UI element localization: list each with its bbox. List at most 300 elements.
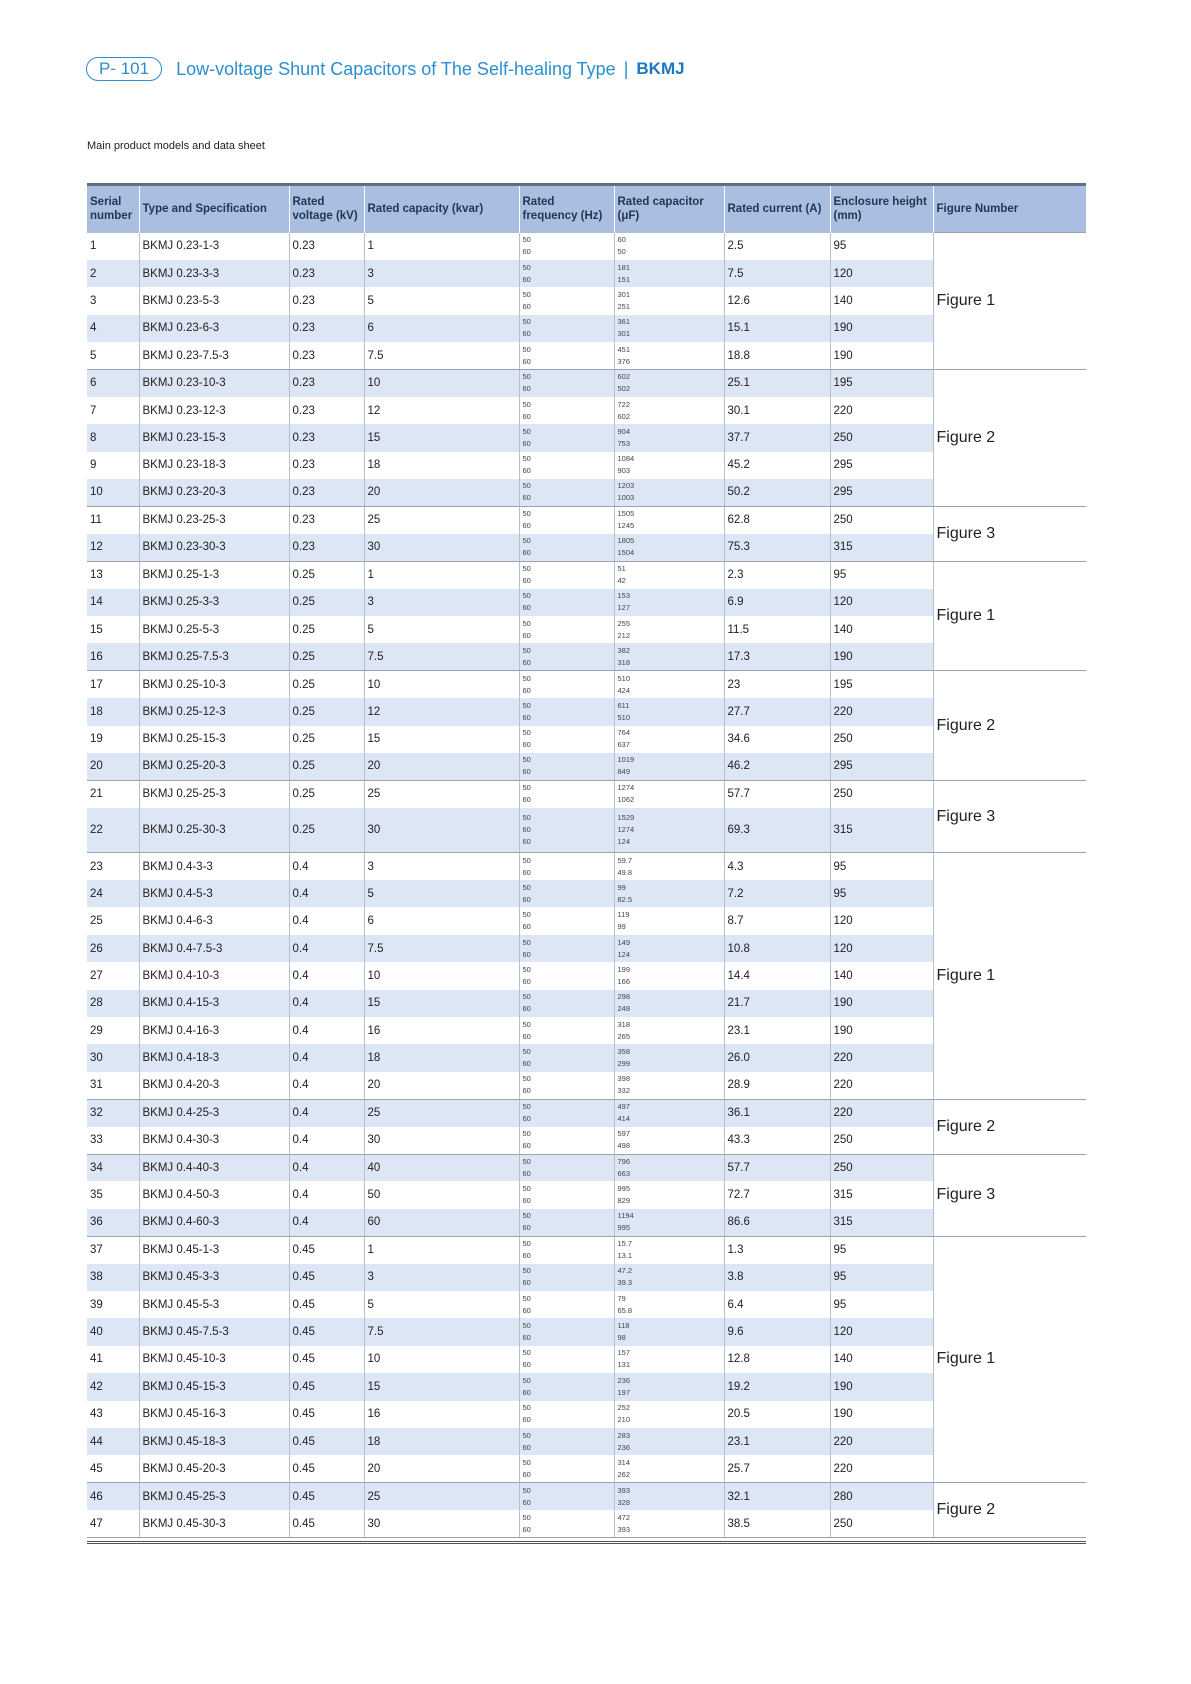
frequency-cell-value: 60 bbox=[522, 1360, 531, 1370]
frequency-cell-value: 50 bbox=[522, 1512, 531, 1522]
frequency-cell-value: 50 bbox=[522, 426, 531, 436]
capacitor-cell-value: 99 bbox=[617, 882, 626, 892]
voltage-cell: 0.4 bbox=[289, 1181, 364, 1208]
capacitor-cell-value: 265 bbox=[617, 1031, 631, 1041]
frequency-cell-value: 50 bbox=[522, 1375, 531, 1385]
voltage-cell: 0.4 bbox=[289, 880, 364, 907]
serial-cell: 39 bbox=[90, 1298, 103, 1311]
voltage-cell: 0.25 bbox=[289, 616, 364, 643]
capacitor-cell-value: 424 bbox=[617, 685, 631, 695]
serial-cell: 45 bbox=[87, 1455, 139, 1482]
frequency-cell bbox=[519, 1318, 614, 1345]
serial-cell: 28 bbox=[87, 990, 139, 1017]
capacitor-cell bbox=[614, 1318, 724, 1345]
type-cell: BKMJ 0.4-3-3 bbox=[139, 853, 289, 880]
voltage-cell: 0.23 bbox=[289, 397, 364, 424]
capacitor-cell-value: 1062 bbox=[617, 795, 635, 805]
voltage-cell: 0.4 bbox=[289, 962, 364, 989]
frequency-cell-value: 60 bbox=[522, 1497, 531, 1507]
capacity-cell: 20 bbox=[364, 479, 519, 506]
current-cell: 12.8 bbox=[724, 1346, 830, 1373]
voltage-cell: 0.4 bbox=[289, 935, 364, 962]
voltage-cell: 0.4 bbox=[289, 1017, 364, 1044]
height-cell: 190 bbox=[830, 315, 933, 342]
frequency-cell-value: 50 bbox=[522, 344, 531, 354]
capacitor-cell bbox=[614, 1209, 724, 1236]
serial-cell: 11 bbox=[90, 514, 102, 527]
height-cell: 95 bbox=[830, 233, 933, 260]
capacitor-cell-value: 1504 bbox=[617, 548, 635, 558]
frequency-cell-value: 60 bbox=[522, 824, 531, 834]
capacity-cell: 20 bbox=[364, 1072, 519, 1099]
serial-cell: 2 bbox=[87, 260, 139, 287]
frequency-cell-value: 60 bbox=[522, 329, 531, 339]
capacitor-cell-value: 314 bbox=[617, 1457, 631, 1467]
capacity-cell: 12 bbox=[364, 698, 519, 725]
frequency-cell bbox=[519, 424, 614, 451]
table-row bbox=[87, 1483, 1086, 1510]
voltage-cell: 0.4 bbox=[289, 1099, 364, 1126]
serial-cell: 22 bbox=[87, 808, 139, 853]
current-cell: 28.9 bbox=[724, 1072, 830, 1099]
figure-number-cell: Figure 2 bbox=[933, 671, 1086, 781]
capacitor-cell-value: 50 bbox=[617, 247, 626, 257]
frequency-cell-value: 50 bbox=[522, 855, 531, 865]
serial-cell: 42 bbox=[87, 1373, 139, 1400]
capacity-cell: 20 bbox=[364, 753, 519, 780]
frequency-cell-value: 60 bbox=[522, 867, 531, 877]
frequency-cell bbox=[519, 589, 614, 616]
col-header-voltage: Rated voltage (kV) bbox=[289, 185, 364, 233]
capacitor-cell-value: 248 bbox=[617, 1004, 631, 1014]
capacitor-cell bbox=[614, 1099, 724, 1126]
frequency-cell bbox=[519, 287, 614, 314]
capacity-cell: 30 bbox=[364, 1127, 519, 1154]
frequency-cell bbox=[519, 726, 614, 753]
capacitor-cell-value: 318 bbox=[617, 1019, 631, 1029]
table-row bbox=[87, 780, 1086, 807]
capacitor-cell-value: 414 bbox=[617, 1114, 631, 1124]
frequency-cell-value: 50 bbox=[522, 289, 531, 299]
frequency-cell bbox=[519, 990, 614, 1017]
capacitor-cell-value: 197 bbox=[617, 1387, 631, 1397]
frequency-cell-value: 50 bbox=[522, 992, 531, 1002]
capacity-cell: 3 bbox=[364, 589, 519, 616]
brand-name: BKMJ bbox=[636, 59, 685, 78]
frequency-cell-value: 60 bbox=[522, 1168, 531, 1178]
capacitor-cell-value: 298 bbox=[617, 992, 631, 1002]
capacitor-cell-value: 60 bbox=[617, 235, 626, 245]
figure-number-cell: Figure 3 bbox=[933, 1154, 1086, 1236]
current-cell: 2.3 bbox=[724, 561, 830, 588]
current-cell: 38.5 bbox=[724, 1510, 830, 1537]
capacitor-cell-value: 1505 bbox=[617, 509, 635, 519]
capacity-cell: 25 bbox=[364, 506, 519, 533]
type-cell: BKMJ 0.23-5-3 bbox=[139, 287, 289, 314]
height-cell: 95 bbox=[830, 1264, 933, 1291]
capacitor-cell-value: 497 bbox=[617, 1102, 631, 1112]
type-cell: BKMJ 0.4-25-3 bbox=[139, 1099, 289, 1126]
serial-cell: 36 bbox=[87, 1209, 139, 1236]
type-cell: BKMJ 0.23-12-3 bbox=[139, 397, 289, 424]
capacity-cell: 5 bbox=[364, 880, 519, 907]
capacitor-cell-value: 903 bbox=[617, 466, 631, 476]
capacitor-cell bbox=[614, 643, 724, 670]
serial-cell: 27 bbox=[90, 969, 103, 982]
serial-cell: 3 bbox=[90, 294, 97, 307]
voltage-cell: 0.25 bbox=[289, 589, 364, 616]
frequency-cell-value: 60 bbox=[522, 466, 531, 476]
current-cell: 75.3 bbox=[724, 534, 830, 561]
frequency-cell bbox=[519, 1373, 614, 1400]
capacitor-cell-value: 764 bbox=[617, 728, 631, 738]
frequency-cell-value: 60 bbox=[522, 1059, 531, 1069]
capacitor-cell-value: 602 bbox=[617, 372, 631, 382]
capacitor-cell-value: 301 bbox=[617, 289, 631, 299]
capacity-cell: 10 bbox=[364, 962, 519, 989]
figure-number-cell: Figure 1 bbox=[933, 853, 1086, 1100]
current-cell: 25.1 bbox=[724, 369, 830, 396]
capacity-cell: 10 bbox=[364, 1346, 519, 1373]
frequency-cell-value: 60 bbox=[522, 767, 531, 777]
serial-cell: 9 bbox=[90, 459, 97, 472]
height-cell: 120 bbox=[830, 260, 933, 287]
current-cell: 12.6 bbox=[724, 287, 830, 314]
type-cell: BKMJ 0.25-1-3 bbox=[139, 561, 289, 588]
height-cell: 120 bbox=[830, 907, 933, 934]
frequency-cell-value: 60 bbox=[522, 712, 531, 722]
current-cell: 6.9 bbox=[724, 589, 830, 616]
type-cell: BKMJ 0.23-25-3 bbox=[139, 506, 289, 533]
frequency-cell-value: 50 bbox=[522, 1074, 531, 1084]
serial-cell: 31 bbox=[87, 1072, 139, 1099]
voltage-cell: 0.25 bbox=[289, 780, 364, 807]
frequency-cell-value: 60 bbox=[522, 949, 531, 959]
capacitor-cell-value: 1529 bbox=[617, 812, 635, 822]
height-cell: 280 bbox=[830, 1483, 933, 1510]
capacitor-cell-value: 251 bbox=[617, 301, 631, 311]
capacitor-cell bbox=[614, 698, 724, 725]
col-header-capacitor: Rated capacitor (μF) bbox=[614, 185, 724, 233]
figure-number-cell: Figure 2 bbox=[933, 1483, 1086, 1538]
frequency-cell bbox=[519, 616, 614, 643]
frequency-cell-value: 60 bbox=[522, 1469, 531, 1479]
height-cell: 195 bbox=[830, 671, 933, 698]
capacity-cell: 18 bbox=[364, 1428, 519, 1455]
voltage-cell: 0.23 bbox=[289, 260, 364, 287]
frequency-cell-value: 60 bbox=[522, 1196, 531, 1206]
capacitor-cell bbox=[614, 342, 724, 369]
frequency-cell bbox=[519, 962, 614, 989]
frequency-cell-value: 50 bbox=[522, 728, 531, 738]
capacitor-cell bbox=[614, 1510, 724, 1537]
current-cell: 4.3 bbox=[724, 853, 830, 880]
table-row bbox=[87, 506, 1086, 533]
voltage-cell: 0.4 bbox=[289, 1127, 364, 1154]
frequency-cell-value: 60 bbox=[522, 1524, 531, 1534]
frequency-cell-value: 60 bbox=[522, 603, 531, 613]
frequency-cell bbox=[519, 315, 614, 342]
serial-cell: 19 bbox=[90, 733, 103, 746]
capacitor-cell bbox=[614, 233, 724, 260]
type-cell: BKMJ 0.23-7.5-3 bbox=[139, 342, 289, 369]
capacity-cell: 20 bbox=[364, 1455, 519, 1482]
height-cell: 95 bbox=[830, 1236, 933, 1263]
capacitor-cell-value: 210 bbox=[617, 1415, 631, 1425]
voltage-cell: 0.4 bbox=[289, 1209, 364, 1236]
capacitor-cell-value: 39.3 bbox=[617, 1278, 633, 1288]
capacity-cell: 5 bbox=[364, 616, 519, 643]
frequency-cell-value: 50 bbox=[522, 1348, 531, 1358]
type-cell: BKMJ 0.25-12-3 bbox=[139, 698, 289, 725]
current-cell: 46.2 bbox=[724, 753, 830, 780]
table-row bbox=[87, 1154, 1086, 1181]
frequency-cell-value: 50 bbox=[522, 1211, 531, 1221]
current-cell: 57.7 bbox=[724, 1154, 830, 1181]
current-cell: 10.8 bbox=[724, 935, 830, 962]
frequency-cell-value: 50 bbox=[522, 1239, 531, 1249]
capacitor-cell bbox=[614, 935, 724, 962]
voltage-cell: 0.23 bbox=[289, 342, 364, 369]
height-cell: 250 bbox=[830, 1127, 933, 1154]
capacitor-cell-value: 328 bbox=[617, 1497, 631, 1507]
voltage-cell: 0.23 bbox=[289, 479, 364, 506]
serial-cell: 18 bbox=[87, 698, 139, 725]
type-cell: BKMJ 0.45-20-3 bbox=[139, 1455, 289, 1482]
capacity-cell: 7.5 bbox=[364, 935, 519, 962]
serial-cell: 15 bbox=[90, 623, 103, 636]
height-cell: 220 bbox=[830, 397, 933, 424]
table-row bbox=[87, 233, 1086, 260]
capacitor-cell bbox=[614, 1044, 724, 1071]
capacitor-cell-value: 51 bbox=[617, 564, 626, 574]
voltage-cell: 0.4 bbox=[289, 990, 364, 1017]
serial-cell: 44 bbox=[87, 1428, 139, 1455]
current-cell: 18.8 bbox=[724, 342, 830, 369]
table-row bbox=[87, 369, 1086, 396]
frequency-cell-value: 50 bbox=[522, 673, 531, 683]
frequency-cell-value: 60 bbox=[522, 438, 531, 448]
current-cell: 23.1 bbox=[724, 1428, 830, 1455]
type-cell: BKMJ 0.45-18-3 bbox=[139, 1428, 289, 1455]
capacitor-cell bbox=[614, 1428, 724, 1455]
frequency-cell bbox=[519, 342, 614, 369]
serial-cell: 33 bbox=[87, 1127, 139, 1154]
type-cell: BKMJ 0.23-1-3 bbox=[139, 233, 289, 260]
capacity-cell: 7.5 bbox=[364, 342, 519, 369]
frequency-cell bbox=[519, 1346, 614, 1373]
capacity-cell: 1 bbox=[364, 561, 519, 588]
capacitor-cell-value: 1084 bbox=[617, 454, 635, 464]
capacitor-cell-value: 181 bbox=[617, 262, 631, 272]
voltage-cell: 0.25 bbox=[289, 671, 364, 698]
figure-number-cell: Figure 1 bbox=[933, 1236, 1086, 1483]
type-cell: BKMJ 0.45-1-3 bbox=[139, 1236, 289, 1263]
capacitor-cell bbox=[614, 1236, 724, 1263]
capacitor-cell bbox=[614, 260, 724, 287]
current-cell: 6.4 bbox=[724, 1291, 830, 1318]
capacitor-cell bbox=[614, 1264, 724, 1291]
frequency-cell-value: 60 bbox=[522, 685, 531, 695]
height-cell: 315 bbox=[830, 1209, 933, 1236]
height-cell: 120 bbox=[830, 589, 933, 616]
height-cell: 220 bbox=[830, 1099, 933, 1126]
frequency-cell bbox=[519, 1455, 614, 1482]
frequency-cell-value: 50 bbox=[522, 1129, 531, 1139]
frequency-cell-value: 60 bbox=[522, 1333, 531, 1343]
frequency-cell-value: 60 bbox=[522, 384, 531, 394]
capacitor-cell bbox=[614, 369, 724, 396]
capacitor-cell-value: 255 bbox=[617, 618, 631, 628]
frequency-cell-value: 50 bbox=[522, 645, 531, 655]
frequency-cell-value: 60 bbox=[522, 548, 531, 558]
capacitor-cell-value: 796 bbox=[617, 1156, 631, 1166]
frequency-cell-value: 60 bbox=[522, 493, 531, 503]
frequency-cell-value: 60 bbox=[522, 657, 531, 667]
current-cell: 34.6 bbox=[724, 726, 830, 753]
frequency-cell-value: 50 bbox=[522, 399, 531, 409]
capacity-cell: 5 bbox=[364, 287, 519, 314]
capacitor-cell bbox=[614, 1346, 724, 1373]
capacitor-cell bbox=[614, 726, 724, 753]
capacitor-cell-value: 299 bbox=[617, 1059, 631, 1069]
height-cell: 140 bbox=[830, 287, 933, 314]
frequency-cell-value: 60 bbox=[522, 247, 531, 257]
frequency-cell-value: 60 bbox=[522, 1141, 531, 1151]
height-cell: 95 bbox=[830, 1291, 933, 1318]
current-cell: 11.5 bbox=[724, 616, 830, 643]
capacitor-cell-value: 59.7 bbox=[617, 855, 633, 865]
capacity-cell: 16 bbox=[364, 1017, 519, 1044]
frequency-cell-value: 60 bbox=[522, 630, 531, 640]
current-cell: 21.7 bbox=[724, 990, 830, 1017]
capacitor-cell bbox=[614, 1072, 724, 1099]
capacitor-cell bbox=[614, 808, 724, 853]
capacitor-cell-value: 1274 bbox=[617, 783, 635, 793]
height-cell: 250 bbox=[830, 506, 933, 533]
height-cell: 220 bbox=[830, 1428, 933, 1455]
serial-cell: 32 bbox=[87, 1099, 139, 1126]
capacitor-cell-value: 332 bbox=[617, 1086, 631, 1096]
serial-cell: 1 bbox=[90, 240, 97, 253]
frequency-cell-value: 50 bbox=[522, 937, 531, 947]
frequency-cell-value: 50 bbox=[522, 481, 531, 491]
voltage-cell: 0.25 bbox=[289, 698, 364, 725]
height-cell: 195 bbox=[830, 369, 933, 396]
frequency-cell bbox=[519, 369, 614, 396]
capacity-cell: 40 bbox=[364, 1154, 519, 1181]
data-sheet-table bbox=[87, 183, 1086, 1544]
capacitor-cell bbox=[614, 962, 724, 989]
frequency-cell-value: 50 bbox=[522, 509, 531, 519]
height-cell: 190 bbox=[830, 1017, 933, 1044]
capacitor-cell-value: 637 bbox=[617, 740, 631, 750]
type-cell: BKMJ 0.4-60-3 bbox=[139, 1209, 289, 1236]
col-header-current: Rated current (A) bbox=[724, 185, 830, 233]
frequency-cell-value: 60 bbox=[522, 1387, 531, 1397]
serial-cell: 29 bbox=[90, 1024, 103, 1037]
voltage-cell: 0.4 bbox=[289, 1072, 364, 1099]
frequency-cell-value: 50 bbox=[522, 812, 531, 822]
capacitor-cell-value: 131 bbox=[617, 1360, 631, 1370]
capacitor-cell-value: 498 bbox=[617, 1141, 631, 1151]
serial-cell: 46 bbox=[87, 1483, 139, 1510]
capacity-cell: 12 bbox=[364, 397, 519, 424]
current-cell: 19.2 bbox=[724, 1373, 830, 1400]
serial-cell: 7 bbox=[90, 404, 97, 417]
frequency-cell bbox=[519, 698, 614, 725]
frequency-cell bbox=[519, 1401, 614, 1428]
serial-cell: 41 bbox=[90, 1353, 103, 1366]
current-cell: 23 bbox=[724, 671, 830, 698]
voltage-cell: 0.23 bbox=[289, 315, 364, 342]
frequency-cell-value: 50 bbox=[522, 1293, 531, 1303]
type-cell: BKMJ 0.23-15-3 bbox=[139, 424, 289, 451]
capacity-cell: 18 bbox=[364, 452, 519, 479]
voltage-cell: 0.45 bbox=[289, 1291, 364, 1318]
frequency-cell bbox=[519, 1209, 614, 1236]
current-cell: 20.5 bbox=[724, 1401, 830, 1428]
page-header bbox=[86, 56, 685, 82]
frequency-cell-value: 50 bbox=[522, 618, 531, 628]
serial-cell: 40 bbox=[87, 1318, 139, 1345]
col-header-height: Enclosure height (mm) bbox=[830, 185, 933, 233]
height-cell: 120 bbox=[830, 1318, 933, 1345]
capacitor-cell-value: 1203 bbox=[617, 481, 635, 491]
capacitor-cell-value: 663 bbox=[617, 1168, 631, 1178]
frequency-cell bbox=[519, 1181, 614, 1208]
serial-cell: 17 bbox=[90, 678, 103, 691]
capacitor-cell-value: 98 bbox=[617, 1333, 626, 1343]
type-cell: BKMJ 0.25-3-3 bbox=[139, 589, 289, 616]
type-cell: BKMJ 0.23-6-3 bbox=[139, 315, 289, 342]
current-cell: 1.3 bbox=[724, 1236, 830, 1263]
type-cell: BKMJ 0.23-18-3 bbox=[139, 452, 289, 479]
type-cell: BKMJ 0.4-5-3 bbox=[139, 880, 289, 907]
frequency-cell-value: 50 bbox=[522, 700, 531, 710]
current-cell: 30.1 bbox=[724, 397, 830, 424]
capacitor-cell-value: 153 bbox=[617, 591, 631, 601]
frequency-cell-value: 60 bbox=[522, 1305, 531, 1315]
current-cell: 7.2 bbox=[724, 880, 830, 907]
voltage-cell: 0.23 bbox=[289, 534, 364, 561]
current-cell: 32.1 bbox=[724, 1483, 830, 1510]
current-cell: 26.0 bbox=[724, 1044, 830, 1071]
capacitor-cell bbox=[614, 1154, 724, 1181]
frequency-cell bbox=[519, 1510, 614, 1537]
type-cell: BKMJ 0.23-10-3 bbox=[139, 369, 289, 396]
voltage-cell: 0.25 bbox=[289, 726, 364, 753]
current-cell: 62.8 bbox=[724, 506, 830, 533]
frequency-cell bbox=[519, 907, 614, 934]
frequency-cell-value: 60 bbox=[522, 576, 531, 586]
height-cell: 190 bbox=[830, 643, 933, 670]
capacity-cell: 30 bbox=[364, 808, 519, 853]
voltage-cell: 0.23 bbox=[289, 233, 364, 260]
capacitor-cell-value: 1019 bbox=[617, 755, 635, 765]
capacitor-cell-value: 393 bbox=[617, 1524, 631, 1534]
current-cell: 86.6 bbox=[724, 1209, 830, 1236]
frequency-cell bbox=[519, 534, 614, 561]
current-cell: 9.6 bbox=[724, 1318, 830, 1345]
voltage-cell: 0.45 bbox=[289, 1483, 364, 1510]
frequency-cell-value: 60 bbox=[522, 976, 531, 986]
voltage-cell: 0.23 bbox=[289, 369, 364, 396]
height-cell: 190 bbox=[830, 342, 933, 369]
frequency-cell-value: 60 bbox=[522, 1278, 531, 1288]
capacitor-cell-value: 151 bbox=[617, 274, 631, 284]
capacity-cell: 15 bbox=[364, 726, 519, 753]
